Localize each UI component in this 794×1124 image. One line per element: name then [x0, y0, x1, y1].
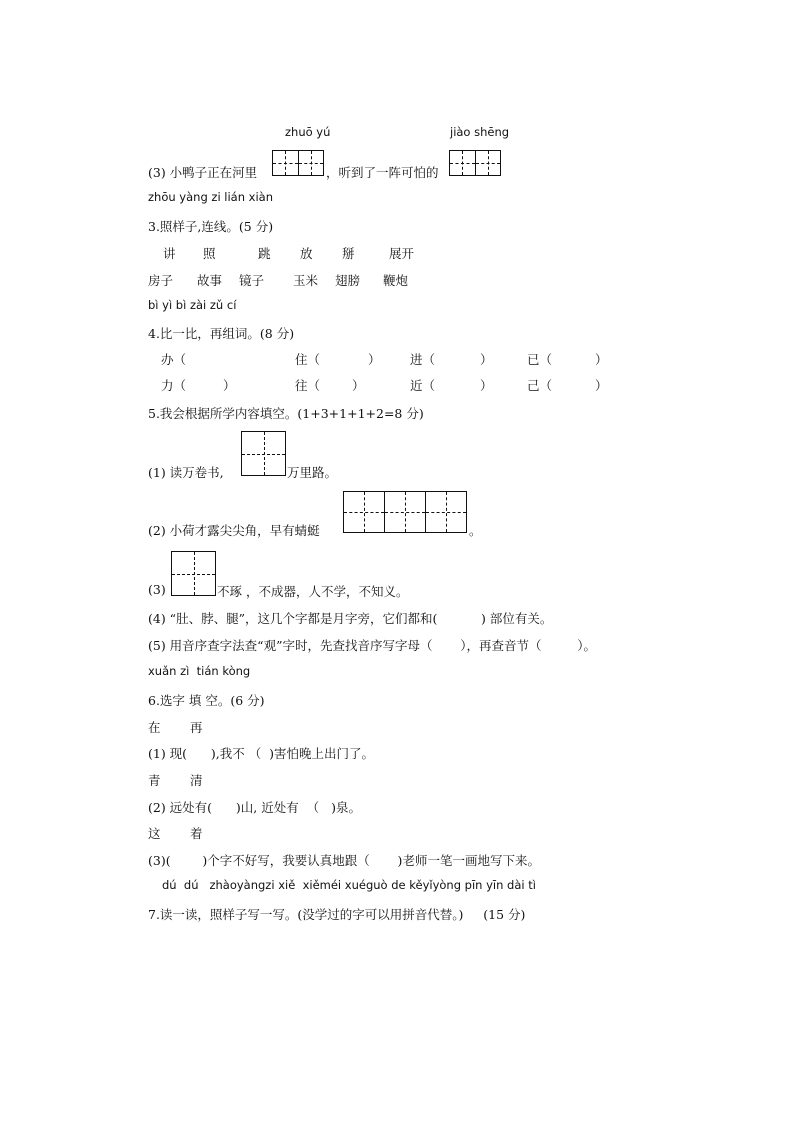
q4-wang-close: ）	[352, 378, 365, 393]
q6-sentence-1[interactable]: (1) 现( ),我不 （ )害怕晚上出门了。	[148, 746, 375, 761]
q2-3-text-start: (3) 小鸭子正在河里	[148, 165, 258, 180]
q6-title: 6.选字 填 空。(6 分)	[148, 693, 265, 708]
q7-pinyin: dú dú zhàoyàngzi xiě xiěméi xuéguò de kěyǐyòng pīn yīn dài tì	[162, 878, 536, 892]
q4-yi-close: ）	[595, 352, 608, 367]
verb-bai[interactable]: 掰	[342, 246, 355, 261]
q2-3-text-mid: ，听到了一阵可怕的	[326, 165, 439, 180]
q6-pinyin: xuǎn zì tián kòng	[148, 664, 251, 678]
q4-ji[interactable]: 己（	[527, 378, 553, 393]
q6-choice-qing2: 清	[190, 773, 203, 788]
noun-gushi[interactable]: 故事	[197, 273, 223, 288]
q4-ban[interactable]: 办（	[161, 352, 187, 367]
q4-li-close: ）	[223, 378, 236, 393]
q4-ji-close: ）	[595, 378, 608, 393]
verb-tiao[interactable]: 跳	[258, 246, 271, 261]
q4-li[interactable]: 力（	[161, 378, 187, 393]
q6-choice-zhe: 这	[148, 826, 161, 841]
q7-title: 7.读一读，照样子写一写。(没学过的字可以用拼音代替。) (15 分)	[148, 907, 526, 922]
noun-chibang[interactable]: 翅膀	[335, 273, 361, 288]
noun-fangzi[interactable]: 房子	[148, 273, 174, 288]
q4-title: 4.比一比，再组词。(8 分)	[148, 326, 295, 341]
q4-yi[interactable]: 已（	[527, 352, 553, 367]
q4-zhu[interactable]: 住（	[295, 352, 321, 367]
q4-wang[interactable]: 往（	[295, 378, 321, 393]
verb-jiang[interactable]: 讲	[163, 246, 176, 261]
verb-zhankai[interactable]: 展开	[389, 246, 415, 261]
q6-choice-zai: 在	[148, 720, 161, 735]
q6-sentence-2[interactable]: (2) 远处有( )山, 近处有 （ )泉。	[148, 800, 361, 815]
q4-jin-close: ）	[480, 352, 493, 367]
q4-pinyin: bì yì bì zài zǔ cí	[148, 298, 237, 312]
noun-yumi[interactable]: 玉米	[293, 273, 319, 288]
q6-choice-qing: 青	[148, 773, 161, 788]
q5-item1-end: 万里路。	[287, 465, 338, 480]
answer-grid-q5-3[interactable]	[171, 551, 216, 596]
q5-item3-start: (3)	[148, 582, 166, 597]
q5-item2-end: 。	[469, 523, 482, 538]
q4-jin2[interactable]: 近（	[410, 378, 436, 393]
q4-jin[interactable]: 进（	[410, 352, 436, 367]
q6-choice-zhe2: 着	[190, 826, 203, 841]
pinyin-zhuoyu: zhuō yú	[285, 125, 331, 139]
pinyin-jiaosheng: jiào shēng	[450, 125, 510, 139]
q5-item1-start: (1) 读万卷书,	[148, 465, 224, 480]
answer-grid-zhuoyu[interactable]	[272, 150, 324, 176]
q6-choice-zai2: 再	[190, 720, 203, 735]
q3-pinyin: zhōu yàng zi lián xiàn	[148, 190, 274, 204]
answer-grid-q5-2[interactable]	[343, 491, 467, 533]
noun-jingzi[interactable]: 镜子	[239, 273, 265, 288]
verb-fang[interactable]: 放	[300, 246, 313, 261]
q3-title: 3.照样子,连线。(5 分)	[148, 219, 274, 234]
q5-item4: (4) “肚、脖、腿”，这几个字都是月字旁，它们都和( ) 部位有关。	[148, 611, 553, 626]
answer-grid-jiaosheng[interactable]	[449, 150, 501, 176]
answer-grid-q5-1[interactable]	[241, 431, 286, 476]
verb-zhao[interactable]: 照	[203, 246, 216, 261]
q4-jin2-close: ）	[480, 378, 493, 393]
q4-zhu-close: ）	[368, 352, 381, 367]
q5-item2-start: (2) 小荷才露尖尖角，早有蜻蜓	[148, 523, 320, 538]
q5-item3-end: 不琢 ，不成器，人不学，不知义。	[217, 584, 409, 599]
q5-item5: (5) 用音序查字法查“观”字时，先查找音序写字母（ ），再查音节（ ）。	[148, 638, 597, 653]
noun-bianpao[interactable]: 鞭炮	[383, 273, 409, 288]
q6-sentence-3[interactable]: (3)( )个字不好写，我要认真地跟（ )老师一笔一画地写下来。	[148, 853, 540, 868]
q5-title: 5.我会根据所学内容填空。(1+3+1+1+2=8 分)	[148, 406, 424, 421]
